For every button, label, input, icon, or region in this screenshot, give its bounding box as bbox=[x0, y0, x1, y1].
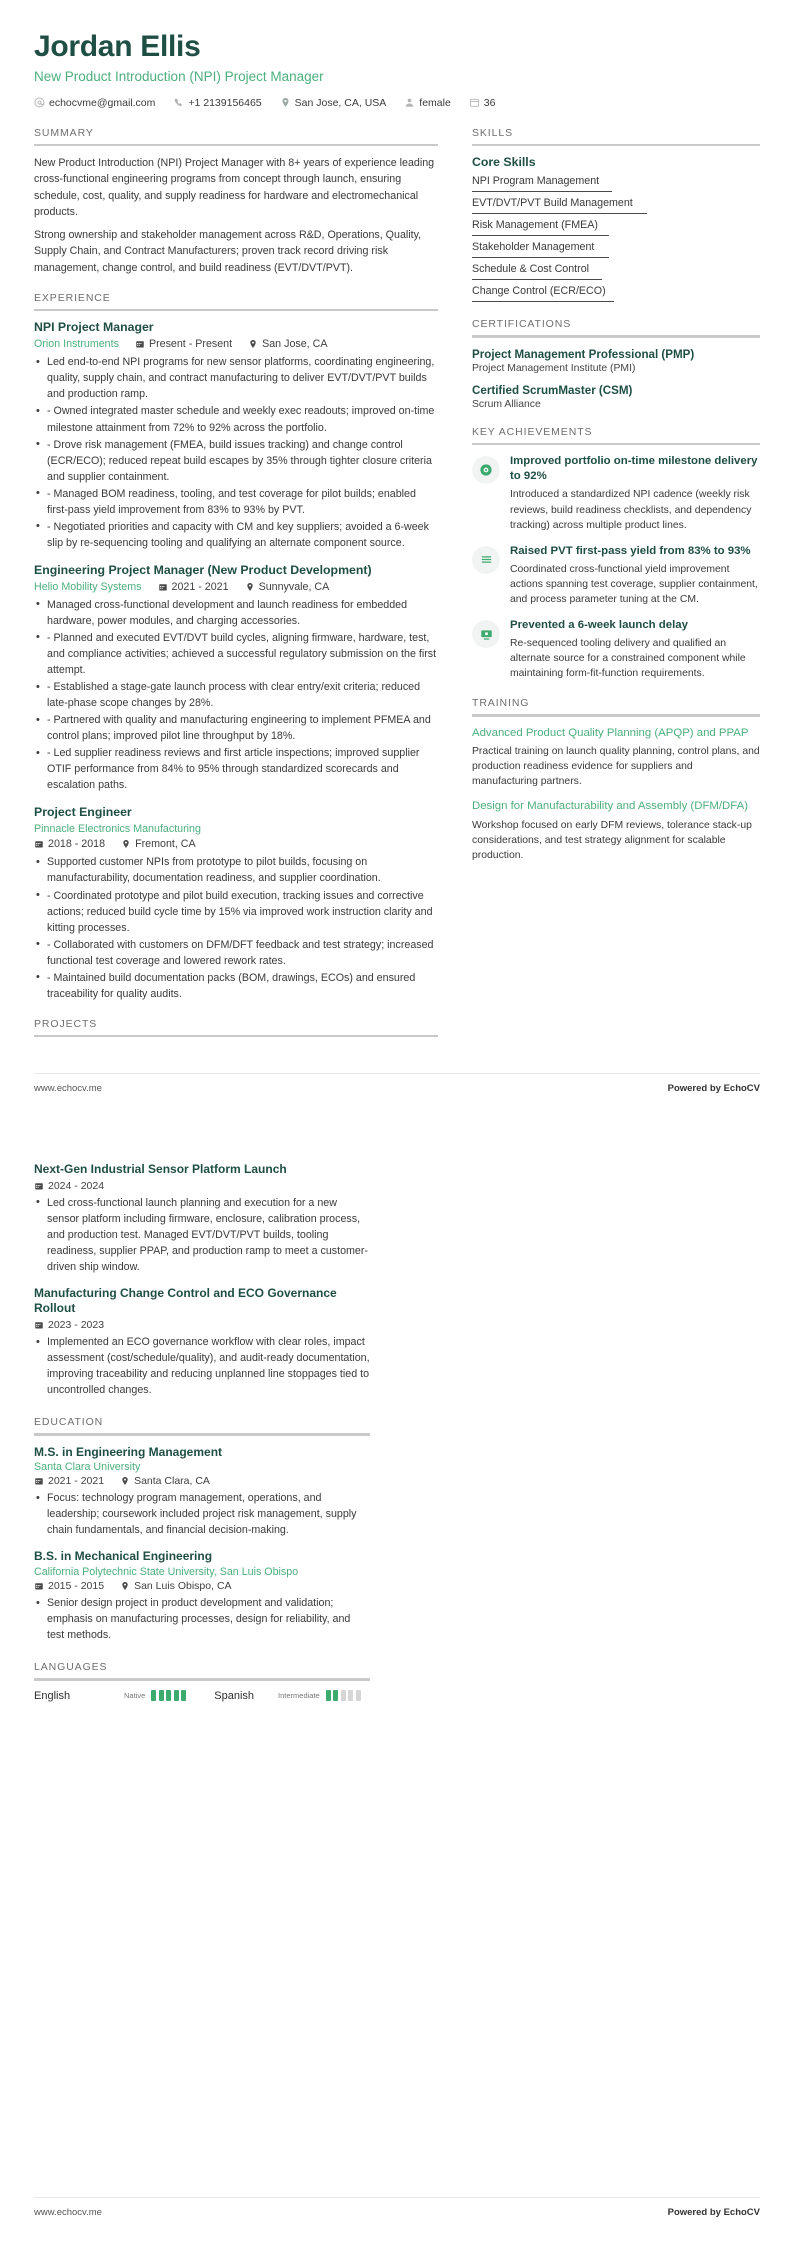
candidate-name: Jordan Ellis bbox=[34, 30, 201, 63]
bullet: • - Drove risk management (FMEA, build issues tracking) and change control (ECR/ECO); reduced repeat build escapes by 35% through tighter closure criteria and supplier containment. bbox=[34, 437, 438, 485]
footer-site[interactable]: www.echocv.me bbox=[34, 1083, 102, 1094]
section-education-title: EDUCATION bbox=[34, 1416, 104, 1429]
bullet: • - Managed BOM readiness, tooling, and test coverage for pilot builds; enabled first-pass yield improvement from 83% to 93% by PVT. bbox=[34, 486, 438, 518]
section-certifications bbox=[472, 318, 760, 410]
location-pin-icon bbox=[120, 1581, 130, 1591]
proficiency-dot bbox=[159, 1690, 164, 1701]
proficiency-dot bbox=[166, 1690, 171, 1701]
phone-icon bbox=[173, 97, 184, 108]
divider bbox=[472, 714, 760, 717]
job-meta bbox=[34, 823, 438, 850]
divider bbox=[34, 309, 438, 312]
education-dates bbox=[34, 1475, 104, 1487]
achievement-desc: Introduced a standardized NPI cadence (weekly risk reviews, build readiness checklists, and dependency tracking) across multiple product lines. bbox=[510, 489, 752, 531]
project-dates bbox=[34, 1319, 104, 1331]
bullet: • - Partnered with quality and manufacturing engineering to implement PFMEA and control plans; improved pilot line throughput by 18%. bbox=[34, 712, 438, 744]
skill-item bbox=[472, 263, 760, 280]
summary-paragraph: New Product Introduction (NPI) Project Manager with 8+ years of experience leading cross-functional engineering programs from concept through launch, ensuring schedule, cost, quality, and supply readiness for hardware and electromechanical products. bbox=[34, 157, 435, 218]
contact-location bbox=[280, 97, 387, 109]
resume-page-2 bbox=[0, 1122, 794, 2246]
bullet: • - Led supplier readiness reviews and first article inspections; improved supplier OTIF performance from 84% to 95% through standardized scorecards and escalation paths. bbox=[34, 745, 438, 793]
bullet: • - Collaborated with customers on DFM/DFT feedback and test strategy; increased functional test coverage and lowered rework rates. bbox=[34, 937, 438, 969]
divider bbox=[472, 144, 760, 147]
job-meta bbox=[34, 581, 438, 593]
bullet: • Managed cross-functional development and launch readiness for embedded hardware, power modules, and charging accessories. bbox=[34, 597, 438, 629]
education-school: California Polytechnic State University, San Luis Obispo bbox=[34, 1566, 299, 1579]
education-dates bbox=[34, 1580, 104, 1592]
divider bbox=[34, 1678, 370, 1681]
footer-powered-by: Powered by EchoCV bbox=[667, 1083, 760, 1094]
calendar-icon bbox=[34, 839, 44, 849]
section-projects-continued bbox=[34, 1162, 370, 1398]
contact-phone[interactable] bbox=[173, 97, 261, 109]
skill-item bbox=[472, 285, 760, 302]
skill-underline bbox=[472, 301, 614, 302]
project-dates-value: 2024 - 2024 bbox=[48, 1179, 105, 1192]
job-company: Orion Instruments bbox=[34, 338, 119, 351]
section-languages-title: LANGUAGES bbox=[34, 1661, 108, 1674]
certification-entry bbox=[472, 347, 760, 374]
experience-entry bbox=[34, 320, 438, 551]
job-location-value: San Jose, CA bbox=[262, 338, 328, 351]
bullet: • Senior design project in product development and validation; emphasis on manufacturing processes, design for reliability, and test methods. bbox=[34, 1595, 370, 1643]
bullet: • Led end-to-end NPI programs for new sensor platforms, coordinating engineering, quality, supply chain, and contract manufacturing to deliver EVT/DVT/PVT builds and production ramp. bbox=[34, 354, 438, 402]
job-dates-value: 2021 - 2021 bbox=[171, 580, 229, 593]
target-badge-icon bbox=[479, 463, 493, 477]
section-training bbox=[472, 697, 760, 862]
achievement-title: Prevented a 6-week launch delay bbox=[510, 619, 688, 632]
bullet: • Implemented an ECO governance workflow with clear roles, impact assessment (cost/schedule/quality), and audit-ready documentation, improving traceability and reducing unplanned line stoppages tied to uncontrolled changes. bbox=[34, 1334, 370, 1398]
job-location bbox=[245, 581, 330, 593]
job-dates bbox=[34, 838, 105, 850]
section-experience bbox=[34, 292, 438, 1002]
achievement-badge bbox=[472, 620, 500, 648]
languages-row bbox=[34, 1690, 370, 1702]
contact-gender-value: female bbox=[419, 96, 451, 109]
right-column bbox=[472, 127, 760, 879]
resume-header bbox=[0, 0, 794, 109]
language-level: Native bbox=[124, 1691, 146, 1701]
proficiency-dot bbox=[174, 1690, 179, 1701]
training-entry bbox=[472, 726, 760, 789]
calendar-icon bbox=[469, 97, 480, 108]
certification-entry bbox=[472, 383, 760, 410]
divider bbox=[34, 1433, 370, 1436]
calendar-icon bbox=[34, 1320, 44, 1330]
contact-age bbox=[469, 97, 496, 109]
language-level: Intermediate bbox=[278, 1691, 320, 1701]
proficiency-dot bbox=[348, 1690, 353, 1701]
location-pin-icon bbox=[248, 339, 258, 349]
skill-label: Stakeholder Management bbox=[472, 241, 595, 253]
job-location-value: Fremont, CA bbox=[135, 838, 196, 851]
proficiency-dot bbox=[181, 1690, 186, 1701]
project-dates bbox=[34, 1180, 104, 1192]
project-title: Manufacturing Change Control and ECO Governance Rollout bbox=[34, 1285, 337, 1316]
page-footer bbox=[34, 2197, 760, 2218]
section-training-title: TRAINING bbox=[472, 697, 530, 710]
skill-underline bbox=[472, 191, 612, 192]
skill-item bbox=[472, 219, 760, 236]
achievement-desc: Re-sequenced tooling delivery and qualified an alternate source for a constrained component while maintaining form-fit-function requirements. bbox=[510, 638, 746, 680]
section-summary-title: SUMMARY bbox=[34, 126, 94, 139]
education-degree: B.S. in Mechanical Engineering bbox=[34, 1549, 213, 1564]
job-title: Engineering Project Manager (New Product Development) bbox=[34, 562, 372, 577]
project-meta bbox=[34, 1319, 370, 1331]
achievement-entry bbox=[472, 618, 760, 681]
training-title: Design for Manufacturability and Assembly (DFM/DFA) bbox=[472, 800, 748, 813]
certification-org: Project Management Institute (PMI) bbox=[472, 362, 636, 374]
calendar-icon bbox=[34, 1476, 44, 1486]
section-projects-title: PROJECTS bbox=[34, 1017, 98, 1030]
divider bbox=[34, 1035, 438, 1038]
education-dates-value: 2015 - 2015 bbox=[48, 1580, 105, 1593]
contact-gender bbox=[404, 97, 451, 109]
job-dates bbox=[158, 581, 229, 593]
contact-location-value: San Jose, CA, USA bbox=[294, 96, 387, 109]
proficiency-dot bbox=[326, 1690, 331, 1701]
language-proficiency-dots bbox=[151, 1690, 186, 1701]
job-location-value: Sunnyvale, CA bbox=[258, 580, 330, 593]
skill-underline bbox=[472, 279, 602, 280]
section-education bbox=[34, 1416, 370, 1643]
section-certifications-title: CERTIFICATIONS bbox=[472, 318, 572, 330]
training-entry bbox=[472, 799, 760, 862]
skill-underline bbox=[472, 213, 647, 214]
summary-paragraph: Strong ownership and stakeholder management across R&D, Operations, Quality, Supply Chain, and Contract Manufacturers; proven track record driving risk management, change control, and build readiness (EVT/DVT/PVT). bbox=[34, 229, 422, 274]
bullet: • Focus: technology program management, operations, and leadership; coursework included project risk management, supply chain fundamentals, and financial decision-making. bbox=[34, 1490, 370, 1538]
location-pin-icon bbox=[280, 97, 291, 108]
monitor-icon bbox=[479, 627, 494, 642]
section-key-achievements-title: KEY ACHIEVEMENTS bbox=[472, 425, 593, 438]
language-name: English bbox=[34, 1689, 71, 1702]
skill-label: EVT/DVT/PVT Build Management bbox=[472, 197, 633, 209]
list-lines-icon bbox=[479, 552, 494, 567]
left-column bbox=[34, 127, 438, 1047]
section-languages bbox=[34, 1661, 370, 1702]
location-pin-icon bbox=[245, 582, 255, 592]
section-skills-title: SKILLS bbox=[472, 126, 514, 139]
education-location bbox=[120, 1475, 210, 1487]
section-experience-title: EXPERIENCE bbox=[34, 291, 111, 304]
job-bullets bbox=[34, 354, 438, 551]
skills-group-title: Core Skills bbox=[472, 155, 536, 169]
job-title: NPI Project Manager bbox=[34, 320, 154, 335]
project-title: Next-Gen Industrial Sensor Platform Launch bbox=[34, 1162, 287, 1176]
bullet: • - Planned and executed EVT/DVT build cycles, aligning firmware, hardware, test, and compliance activities; achieved a successful regulatory submission on the first attempt. bbox=[34, 630, 438, 678]
location-pin-icon bbox=[121, 839, 131, 849]
experience-entry bbox=[34, 563, 438, 794]
proficiency-dot bbox=[333, 1690, 338, 1701]
job-company: Pinnacle Electronics Manufacturing bbox=[34, 823, 201, 836]
project-entry bbox=[34, 1162, 370, 1275]
job-title: Project Engineer bbox=[34, 805, 132, 820]
bullet: • - Owned integrated master schedule and weekly exec readouts; improved on-time milestone attainment from 72% to 92% across the portfolio. bbox=[34, 403, 438, 435]
project-dates-value: 2023 - 2023 bbox=[48, 1319, 105, 1332]
job-dates-value: 2018 - 2018 bbox=[48, 838, 106, 851]
education-meta bbox=[34, 1475, 370, 1487]
language-name: Spanish bbox=[214, 1689, 255, 1702]
skill-item bbox=[472, 197, 760, 214]
candidate-headline: New Product Introduction (NPI) Project Manager bbox=[34, 68, 324, 84]
job-location bbox=[248, 338, 327, 350]
education-degree: M.S. in Engineering Management bbox=[34, 1444, 223, 1459]
job-dates-value: Present - Present bbox=[148, 338, 233, 351]
skill-item bbox=[472, 241, 760, 258]
contact-phone-value: +1 2139156465 bbox=[188, 96, 262, 109]
section-skills bbox=[472, 127, 760, 303]
skill-label: Risk Management (FMEA) bbox=[472, 219, 598, 231]
person-icon bbox=[404, 97, 415, 108]
skill-label: NPI Program Management bbox=[472, 175, 600, 187]
section-summary bbox=[34, 127, 438, 276]
bullet: • Led cross-functional launch planning and execution for a new sensor platform including firmware, enclosure, calibration process, and production test. Managed EVT/DVT/PVT builds, tooling readiness, supplier PPAP, and production ramp to meet a customer-driven ship window. bbox=[34, 1195, 370, 1275]
job-meta bbox=[34, 338, 438, 350]
education-school: Santa Clara University bbox=[34, 1461, 141, 1474]
proficiency-dot bbox=[356, 1690, 361, 1701]
bullet: • - Negotiated priorities and capacity with CM and key suppliers; avoided a 6-week slip by re-sequencing tooling and qualifying an alternate component source. bbox=[34, 519, 438, 551]
skill-underline bbox=[472, 257, 609, 258]
bullet: • Supported customer NPIs from prototype to pilot builds, focusing on manufacturability, documentation readiness, and supplier coordination. bbox=[34, 854, 438, 886]
skill-label: Schedule & Cost Control bbox=[472, 263, 590, 275]
achievement-badge bbox=[472, 546, 500, 574]
job-bullets bbox=[34, 597, 438, 794]
calendar-icon bbox=[135, 339, 145, 349]
contact-age-value: 36 bbox=[483, 96, 496, 109]
project-bullets bbox=[34, 1334, 370, 1398]
resume-page-1 bbox=[0, 0, 794, 1122]
footer-powered-by: Powered by EchoCV bbox=[667, 2207, 760, 2218]
training-desc: Practical training on launch quality planning, control plans, and production readiness evidence for suppliers and manufacturing partners. bbox=[472, 746, 760, 788]
achievement-badge bbox=[472, 456, 500, 484]
skill-item bbox=[472, 175, 760, 192]
achievement-title: Improved portfolio on-time milestone delivery to 92% bbox=[510, 455, 758, 483]
proficiency-dot bbox=[151, 1690, 156, 1701]
contact-email-value: echocvme@gmail.com bbox=[49, 96, 156, 109]
achievement-entry bbox=[472, 454, 760, 533]
experience-entry bbox=[34, 805, 438, 1001]
divider bbox=[472, 335, 760, 338]
contact-email[interactable] bbox=[34, 97, 155, 109]
bullet: • - Established a stage-gate launch process with clear entry/exit criteria; reduced late-phase scope changes by 28%. bbox=[34, 679, 438, 711]
bullet: • - Coordinated prototype and pilot build execution, tracking issues and corrective actions; reduced build cycle time by 15% via improved work instruction clarity and kitting processes. bbox=[34, 888, 438, 936]
project-meta bbox=[34, 1180, 370, 1192]
resume-body bbox=[0, 109, 794, 1047]
certification-name: Project Management Professional (PMP) bbox=[472, 347, 695, 361]
location-pin-icon bbox=[120, 1476, 130, 1486]
proficiency-dot bbox=[341, 1690, 346, 1701]
divider bbox=[472, 443, 760, 446]
footer-site[interactable]: www.echocv.me bbox=[34, 2207, 102, 2218]
certification-name: Certified ScrumMaster (CSM) bbox=[472, 383, 633, 397]
training-desc: Workshop focused on early DFM reviews, tolerance stack-up considerations, and test strategy alignment for scalable production. bbox=[472, 819, 752, 861]
contact-row bbox=[34, 97, 760, 109]
education-meta bbox=[34, 1580, 370, 1592]
skill-underline bbox=[472, 235, 609, 236]
calendar-icon bbox=[34, 1181, 44, 1191]
calendar-icon bbox=[34, 1581, 44, 1591]
project-bullets bbox=[34, 1195, 370, 1275]
education-location-value: Santa Clara, CA bbox=[134, 1475, 210, 1488]
bullet: • - Maintained build documentation packs (BOM, drawings, ECOs) and ensured traceability for quality audits. bbox=[34, 970, 438, 1002]
education-entry bbox=[34, 1549, 370, 1643]
section-projects bbox=[34, 1018, 438, 1038]
education-location bbox=[120, 1580, 231, 1592]
calendar-icon bbox=[158, 582, 168, 592]
education-entry bbox=[34, 1445, 370, 1539]
section-key-achievements bbox=[472, 426, 760, 682]
certification-org: Scrum Alliance bbox=[472, 398, 541, 410]
page-footer bbox=[34, 1073, 760, 1094]
job-location bbox=[121, 838, 196, 850]
education-dates-value: 2021 - 2021 bbox=[48, 1475, 105, 1488]
language-proficiency-dots bbox=[326, 1690, 361, 1701]
education-location-value: San Luis Obispo, CA bbox=[134, 1580, 232, 1593]
job-bullets bbox=[34, 854, 438, 1001]
education-bullets bbox=[34, 1595, 370, 1643]
job-company: Helio Mobility Systems bbox=[34, 580, 142, 593]
achievement-desc: Coordinated cross-functional yield improvement actions spanning test coverage, supplier containment, and process parameter tuning at the CM. bbox=[510, 563, 758, 605]
training-title: Advanced Product Quality Planning (APQP) and PPAP bbox=[472, 726, 749, 739]
page-2-content bbox=[0, 1122, 404, 1702]
achievement-entry bbox=[472, 544, 760, 607]
education-bullets bbox=[34, 1490, 370, 1538]
divider bbox=[34, 144, 438, 147]
skill-label: Change Control (ECR/ECO) bbox=[472, 285, 606, 297]
job-dates bbox=[135, 338, 232, 350]
achievement-title: Raised PVT first-pass yield from 83% to 93% bbox=[510, 544, 751, 557]
email-icon bbox=[34, 97, 45, 108]
project-entry bbox=[34, 1286, 370, 1398]
